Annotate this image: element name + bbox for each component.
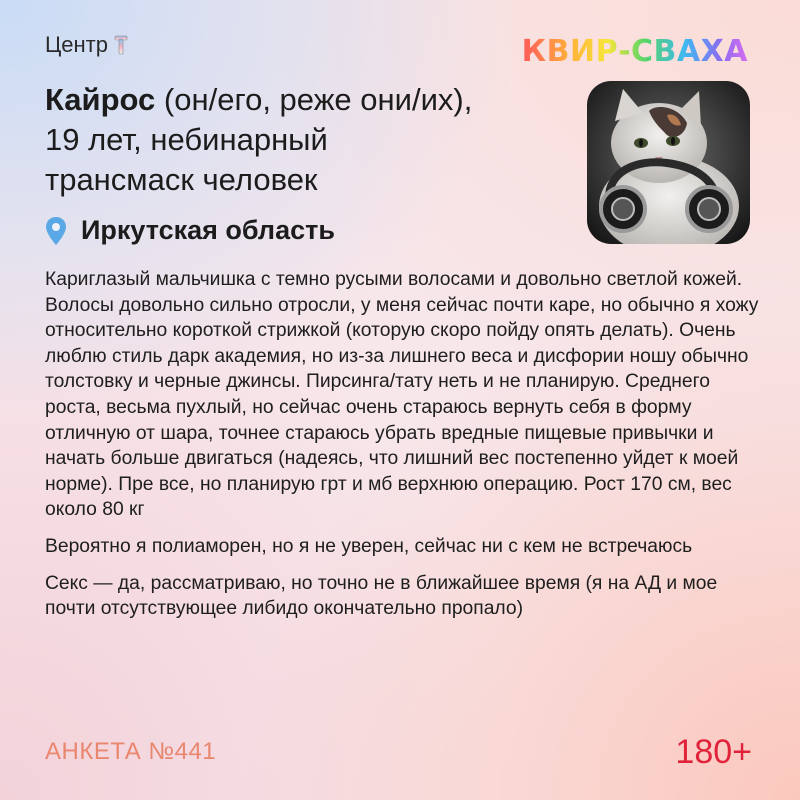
profile-identity: трансмаск человек — [45, 162, 318, 197]
anketa-number: АНКЕТА №441 — [45, 738, 217, 765]
brand-label: Центр — [45, 32, 108, 57]
description-paragraph-relationships: Вероятно я полиаморен, но я не уверен, сейчас ни с кем не встречаюсь — [45, 535, 693, 557]
t-letter-icon — [114, 34, 128, 56]
profile-photo — [587, 81, 750, 244]
description-paragraph-appearance: Кариглазый мальчишка с темно русыми волосами и довольно светлой кожей. Волосы довольно сильно отросли, у меня сейчас почти каре, но обычно я хожу относительно короткой стрижкой (которую скоро пойду опять делать). Очень люблю стиль дарк академия, но из-за лишнего веса и дисфории ношу обычно толстовку и черные джинсы. Пирсинга/тату неть и не планирую. Среднего роста, весьма пухлый, но сейчас очень стараюсь вернуть себя в форму отличную от шара, точнее стараюсь убрать вредные пищевые привычки и начать больше двигаться (надеясь, что лишний вес постепенно уйдет к моей норме). Пре все, но планирую грт и мб верхнюю операцию. Рост 170 см, вес около 80 кг — [45, 269, 759, 521]
brand — [45, 32, 128, 58]
location-label: Иркутская область — [81, 215, 335, 245]
profile-age-gender: 19 лет, небинарный — [45, 122, 328, 157]
age-rating: 180+ — [675, 733, 752, 771]
location — [45, 215, 335, 246]
profile-headline — [45, 80, 575, 200]
profile-description — [45, 267, 765, 633]
description-paragraph-sex: Секс — да, рассматриваю, но точно не в ближайшее время (я на АД и мое почти отсутствующее либидо окончательно пропало) — [45, 572, 718, 620]
profile-pronouns: (он/его, реже они/их), — [155, 82, 473, 117]
profile-name: Кайрос — [45, 82, 156, 117]
kvir-svakha-logo: КВИР-СВАХА — [521, 34, 748, 69]
map-pin-icon — [45, 216, 67, 246]
